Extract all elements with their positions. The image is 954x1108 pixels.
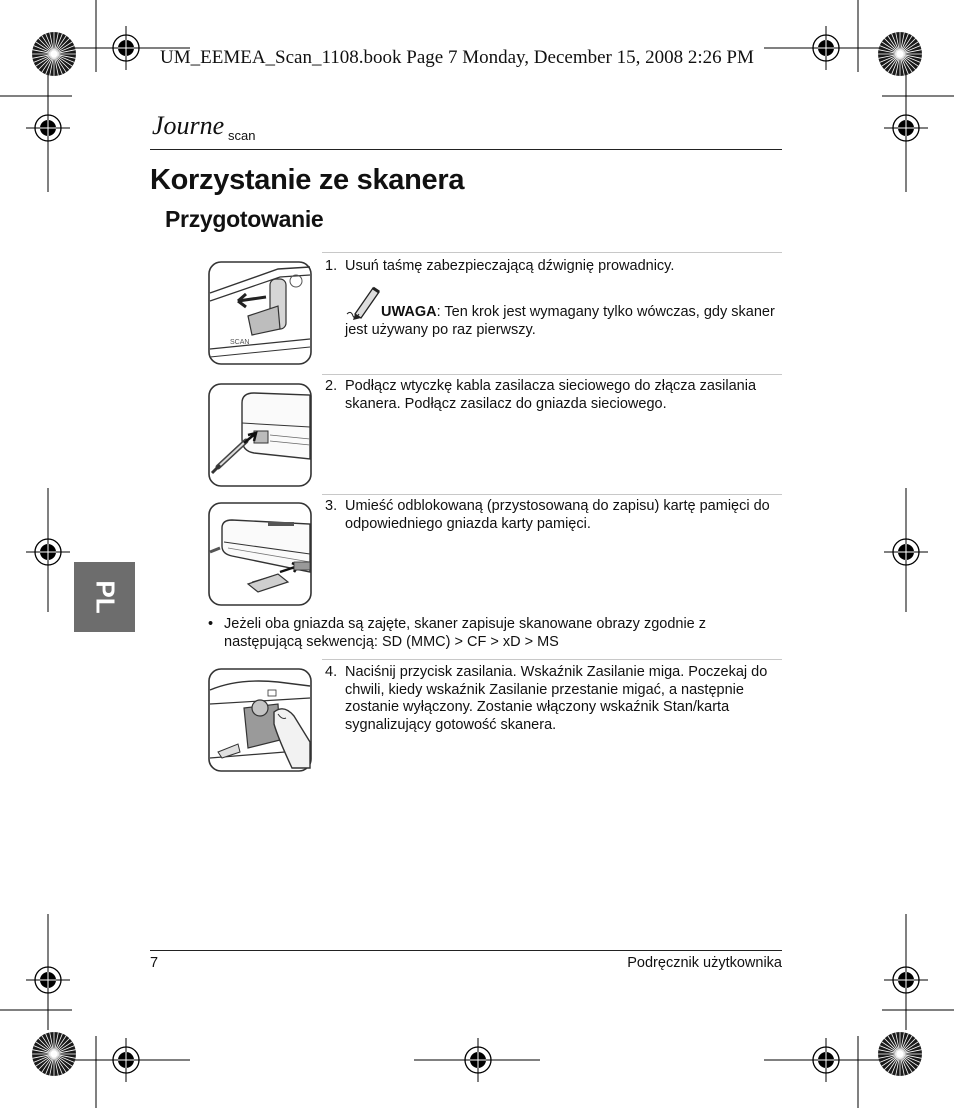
step-text: Umieść odblokowaną (przystosowaną do zapisu) kartę pamięci do odpowiedniego gniazda karty pamięci. xyxy=(345,498,770,532)
language-tab-label: PL xyxy=(90,580,120,614)
step-number: 1. xyxy=(325,258,338,274)
step-number: 2. xyxy=(325,378,338,394)
page-number: 7 xyxy=(150,955,159,971)
step-text: Naciśnij przycisk zasilania. Wskaźnik Zasilanie miga. Poczekaj do chwili, kiedy wskaźnik Zasilanie przestanie migać, a następnie zostanie wyłączony. Zostanie włączony wskaźnik Stan/karta sygnalizujący gotowość skanera. xyxy=(345,664,768,733)
step-number: 4. xyxy=(325,664,338,680)
top-rule xyxy=(150,149,782,150)
step-2 xyxy=(325,378,775,413)
step3-illustration xyxy=(208,502,312,606)
section-subtitle: Przygotowanie xyxy=(165,206,324,232)
bullet-text: Jeżeli oba gniazda są zajęte, skaner zapisuje skanowane obrazy zgodnie z następującą sekwencją: SD (MMC) > CF > xD > MS xyxy=(224,616,707,650)
separator xyxy=(322,659,782,660)
scan-label: SCAN xyxy=(230,339,250,346)
bottom-rule xyxy=(150,950,782,951)
separator xyxy=(322,374,782,375)
step-number: 3. xyxy=(325,498,338,514)
logo-word: scan xyxy=(228,128,256,143)
page-title: Korzystanie ze skanera xyxy=(150,164,465,196)
step-1 xyxy=(325,258,775,276)
journe-scan-logo xyxy=(148,104,278,150)
step2-illustration xyxy=(208,383,312,487)
step-3 xyxy=(325,498,775,533)
note-text: : Ten krok jest wymagany tylko wówczas, gdy skaner jest używany po raz pierwszy. xyxy=(345,304,775,338)
print-header: UM_EEMEA_Scan_1108.book Page 7 Monday, December 15, 2008 2:26 PM xyxy=(160,47,754,68)
step-4 xyxy=(325,664,775,734)
logo-script: Journe xyxy=(152,111,225,140)
step-text: Podłącz wtyczkę kabla zasilacza sieciowego do złącza zasilania skanera. Podłącz zasilacz do gniazda sieciowego. xyxy=(345,378,757,412)
bullet-dot: • xyxy=(208,616,214,632)
bullet-note xyxy=(208,616,783,651)
note xyxy=(345,284,780,339)
separator xyxy=(322,252,782,253)
note-label: UWAGA xyxy=(381,304,437,320)
step-text: Usuń taśmę zabezpieczającą dźwignię prowadnicy. xyxy=(345,258,675,274)
pencil-icon xyxy=(345,284,381,320)
footer-title: Podręcznik użytkownika xyxy=(627,955,782,971)
step4-illustration xyxy=(208,668,312,772)
step1-illustration xyxy=(208,261,312,365)
language-tab xyxy=(74,562,135,632)
separator xyxy=(322,494,782,495)
